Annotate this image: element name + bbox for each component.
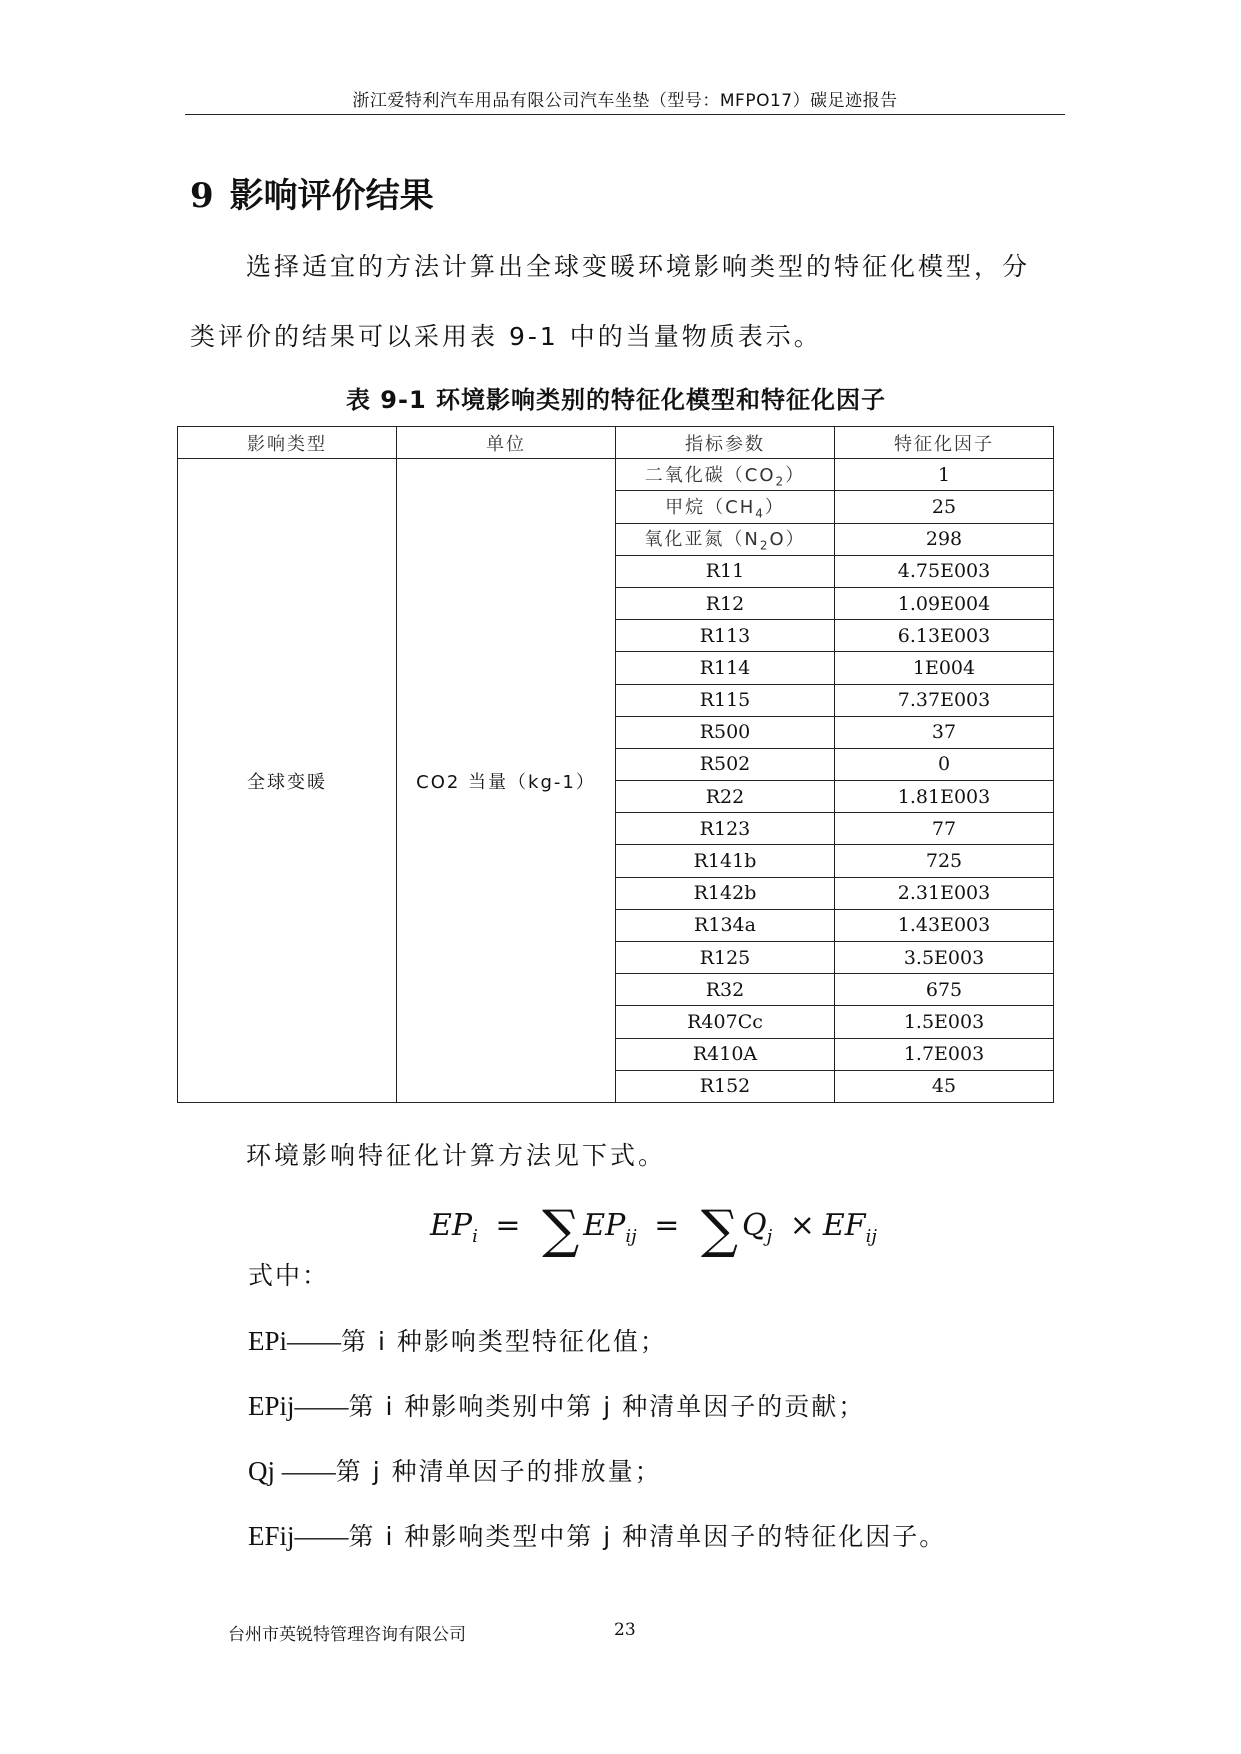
header-impact-type: 影响类型 — [178, 427, 397, 459]
factor-cell: 1E004 — [835, 652, 1054, 684]
header-parameter: 指标参数 — [616, 427, 835, 459]
table-header-row — [178, 427, 1054, 459]
factor-cell: 1.5E003 — [835, 1006, 1054, 1038]
factor-cell: 4.75E003 — [835, 555, 1054, 587]
factor-cell: 45 — [835, 1070, 1054, 1102]
factor-cell: 1.7E003 — [835, 1038, 1054, 1070]
parameter-cell: 甲烷$(CH_4)$ — [616, 491, 835, 523]
header-unit: 单位 — [397, 427, 616, 459]
parameter-cell: R115 — [616, 684, 835, 716]
parameter-cell: R502 — [616, 748, 835, 780]
parameter-cell: R500 — [616, 716, 835, 748]
parameter-cell: R12 — [616, 587, 835, 619]
method-text: 环境影响特征化计算方法见下式。 — [246, 1141, 667, 1170]
parameter-cell: R113 — [616, 620, 835, 652]
intro-line-1: 选择适宜的方法计算出全球变暖环境影响类型的特征化模型，分 — [246, 252, 1031, 281]
factor-cell: 1 — [835, 459, 1054, 491]
parameter-cell: R142b — [616, 877, 835, 909]
factor-cell: 298 — [835, 523, 1054, 555]
parameter-cell: R134a — [616, 909, 835, 941]
parameter-cell: R32 — [616, 974, 835, 1006]
factor-cell: 2.31E003 — [835, 877, 1054, 909]
factor-cell: 1.81E003 — [835, 781, 1054, 813]
factor-cell: 7.37E003 — [835, 684, 1054, 716]
where-label: 式中： — [248, 1261, 330, 1290]
factor-cell: 77 — [835, 813, 1054, 845]
characterization-formula: $EP_i$ = ∑ $EP_{ij}$ = ∑ $Q_j \times EF_{ij}$ — [430, 1200, 877, 1260]
section-heading — [190, 168, 434, 217]
footer-company: 台州市英锐特管理咨询有限公司 — [228, 1625, 466, 1645]
definition-efij: EFij——第 i 种影响类型中第 j 种清单因子的特征化因子。 — [248, 1521, 947, 1551]
parameter-cell: R152 — [616, 1070, 835, 1102]
impact-type-cell: 全球变暖 — [178, 459, 397, 1103]
parameter-cell: R410A — [616, 1038, 835, 1070]
running-header: 浙江爱特利汽车用品有限公司汽车坐垫（型号：MFPO17）碳足迹报告 — [352, 91, 898, 111]
intro-paragraph — [190, 232, 1060, 372]
intro-line-2: 类评价的结果可以采用表 9-1 中的当量物质表示。 — [190, 322, 822, 351]
factor-cell: 1.43E003 — [835, 909, 1054, 941]
factor-cell: 0 — [835, 748, 1054, 780]
sum-symbol: ∑ — [542, 1200, 580, 1260]
section-number: 9 — [190, 176, 214, 216]
factor-cell: 37 — [835, 716, 1054, 748]
parameter-cell: R141b — [616, 845, 835, 877]
header-factor: 特征化因子 — [835, 427, 1054, 459]
page-number: 23 — [614, 1620, 636, 1640]
factor-cell: 725 — [835, 845, 1054, 877]
parameter-cell: 氧化亚氮$(N_2O)$ — [616, 523, 835, 555]
parameter-cell: R22 — [616, 781, 835, 813]
factor-cell: 3.5E003 — [835, 942, 1054, 974]
unit-cell: CO2 当量（kg-1） — [397, 459, 616, 1103]
table-body — [178, 459, 1054, 1103]
header-divider — [185, 114, 1065, 115]
characterization-factor-table — [177, 426, 1054, 1103]
table-caption: 表 9-1 环境影响类别的特征化模型和特征化因子 — [345, 386, 887, 414]
factor-cell: 675 — [835, 974, 1054, 1006]
parameter-cell: R11 — [616, 555, 835, 587]
definition-qj: Qj ——第 j 种清单因子的排放量； — [248, 1456, 662, 1486]
factor-cell: 6.13E003 — [835, 620, 1054, 652]
definition-epi: EPi——第 i 种影响类型特征化值； — [248, 1326, 667, 1356]
factor-cell: 25 — [835, 491, 1054, 523]
parameter-cell: R114 — [616, 652, 835, 684]
definition-epij: EPij——第 i 种影响类别中第 j 种清单因子的贡献； — [248, 1391, 866, 1421]
table-row — [178, 459, 1054, 491]
parameter-cell: R123 — [616, 813, 835, 845]
parameter-cell: R407Cc — [616, 1006, 835, 1038]
sum-symbol: ∑ — [700, 1200, 739, 1260]
parameter-cell: 二氧化碳$(CO_2)$ — [616, 459, 835, 491]
section-title: 影响评价结果 — [229, 176, 434, 216]
parameter-cell: R125 — [616, 942, 835, 974]
factor-cell: 1.09E004 — [835, 587, 1054, 619]
